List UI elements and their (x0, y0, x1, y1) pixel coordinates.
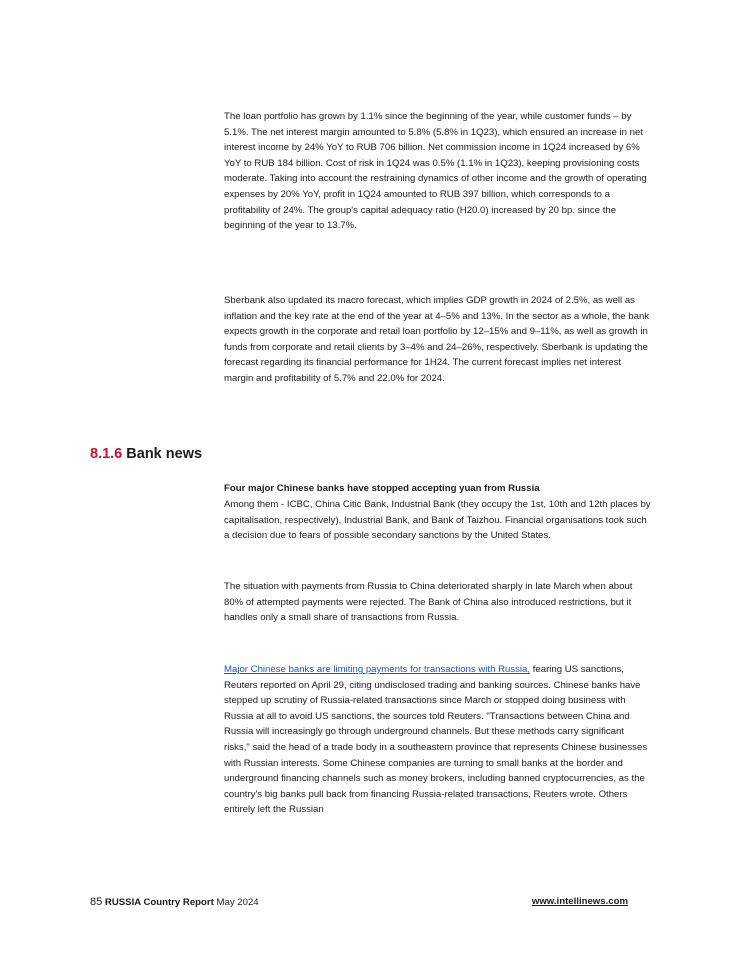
paragraph-text: The loan portfolio has grown by 1.1% since the beginning of the year, while customer funds – by 5.1%. The net interest margin amounted to 5.8% (5.8% in 1Q23), which ensured an increase in net interest income by 24% YoY to RUB 706 billion. Net commission income in 1Q24 increased by 6% YoY to RUB 184 billion. Cost of risk in 1Q24 was 0.5% (1.1% in 1Q23), keeping provisioning costs moderate. Taking into account the restraining dynamics of other income and the growth of operating expenses by 20% YoY, profit in 1Q24 amounted to RUB 397 billion, which corresponds to a profitability of 24%. The group's capital adequacy ratio (H20.0) increased by 20 bp. since the beginning of the year to 13.7%. (224, 111, 647, 232)
news-paragraph-2 (224, 579, 652, 626)
news-paragraph-1 (224, 497, 652, 544)
paragraph-text: Among them - ICBC, China Citic Bank, Industrial Bank (they occupy the 1st, 10th and 12th places by capitalisation, respectively), Industrial Bank, and Bank of Taizhou. Financial organisations took such a decision due to fears of possible secondary sanctions by the United States. (224, 499, 651, 542)
body-paragraph-2 (224, 293, 652, 387)
website-link[interactable]: www.intellinews.com (531, 896, 628, 907)
paragraph-text: The situation with payments from Russia to China deteriorated sharply in late March when about 80% of attempted payments were rejected. The Bank of China also introduced restrictions, but it handles only a small share of transactions from Russia. (224, 581, 633, 624)
report-date: May 2024 (216, 897, 259, 908)
report-title: RUSSIA Country Report (104, 897, 214, 908)
paragraph-text: Sberbank also updated its macro forecast, which implies GDP growth in 2024 of 2.5%, as well as inflation and the key rate at the end of the year at 4–5% and 13%. In the sector as a whole, the bank expects growth in the corporate and retail loan portfolio by 12–15% and 9–11%, as well as growth in funds from corporate and retail clients by 3–4% and 24–26%, respectively. Sberbank is updating the forecast regarding its financial performance for 1H24. The current forecast implies net interest margin and profitability of 5.7% and 22.0% for 2024. (224, 295, 650, 384)
section-heading (90, 446, 202, 462)
paragraph-text (224, 662, 652, 818)
reuters-article-link[interactable]: Major Chinese banks are limiting payments for transactions with Russia, (224, 664, 531, 675)
section-number: 8.1.6 (90, 446, 123, 462)
body-paragraph-1 (224, 109, 652, 234)
news-paragraph-3 (224, 662, 652, 818)
page-footer (90, 896, 628, 912)
headline-text: Four major Chinese banks have stopped accepting yuan from Russia (224, 483, 540, 494)
paragraph-rest: fearing US sanctions, Reuters reported on April 29, citing undisclosed trading and banking sources. Chinese banks have stepped up scrutiny of Russia-related transactions since March or stopped doing business with Russia at all to avoid US sanctions, the sources told Reuters. "Transactions between China and Russia will increasingly go through underground channels. But these methods carry significant risks," said the head of a trade body in a southeastern province that represents Chinese businesses with Russian interests. Some Chinese companies are turning to small banks at the border and underground financing channels such as money brokers, including banned cryptocurrencies, as the country's big banks pull back from financing Russia-related transactions, Reuters wrote. Others entirely left the Russian (224, 664, 648, 816)
news-headline (224, 481, 652, 497)
section-title: Bank news (126, 446, 203, 462)
page-number: 85 (90, 896, 103, 908)
